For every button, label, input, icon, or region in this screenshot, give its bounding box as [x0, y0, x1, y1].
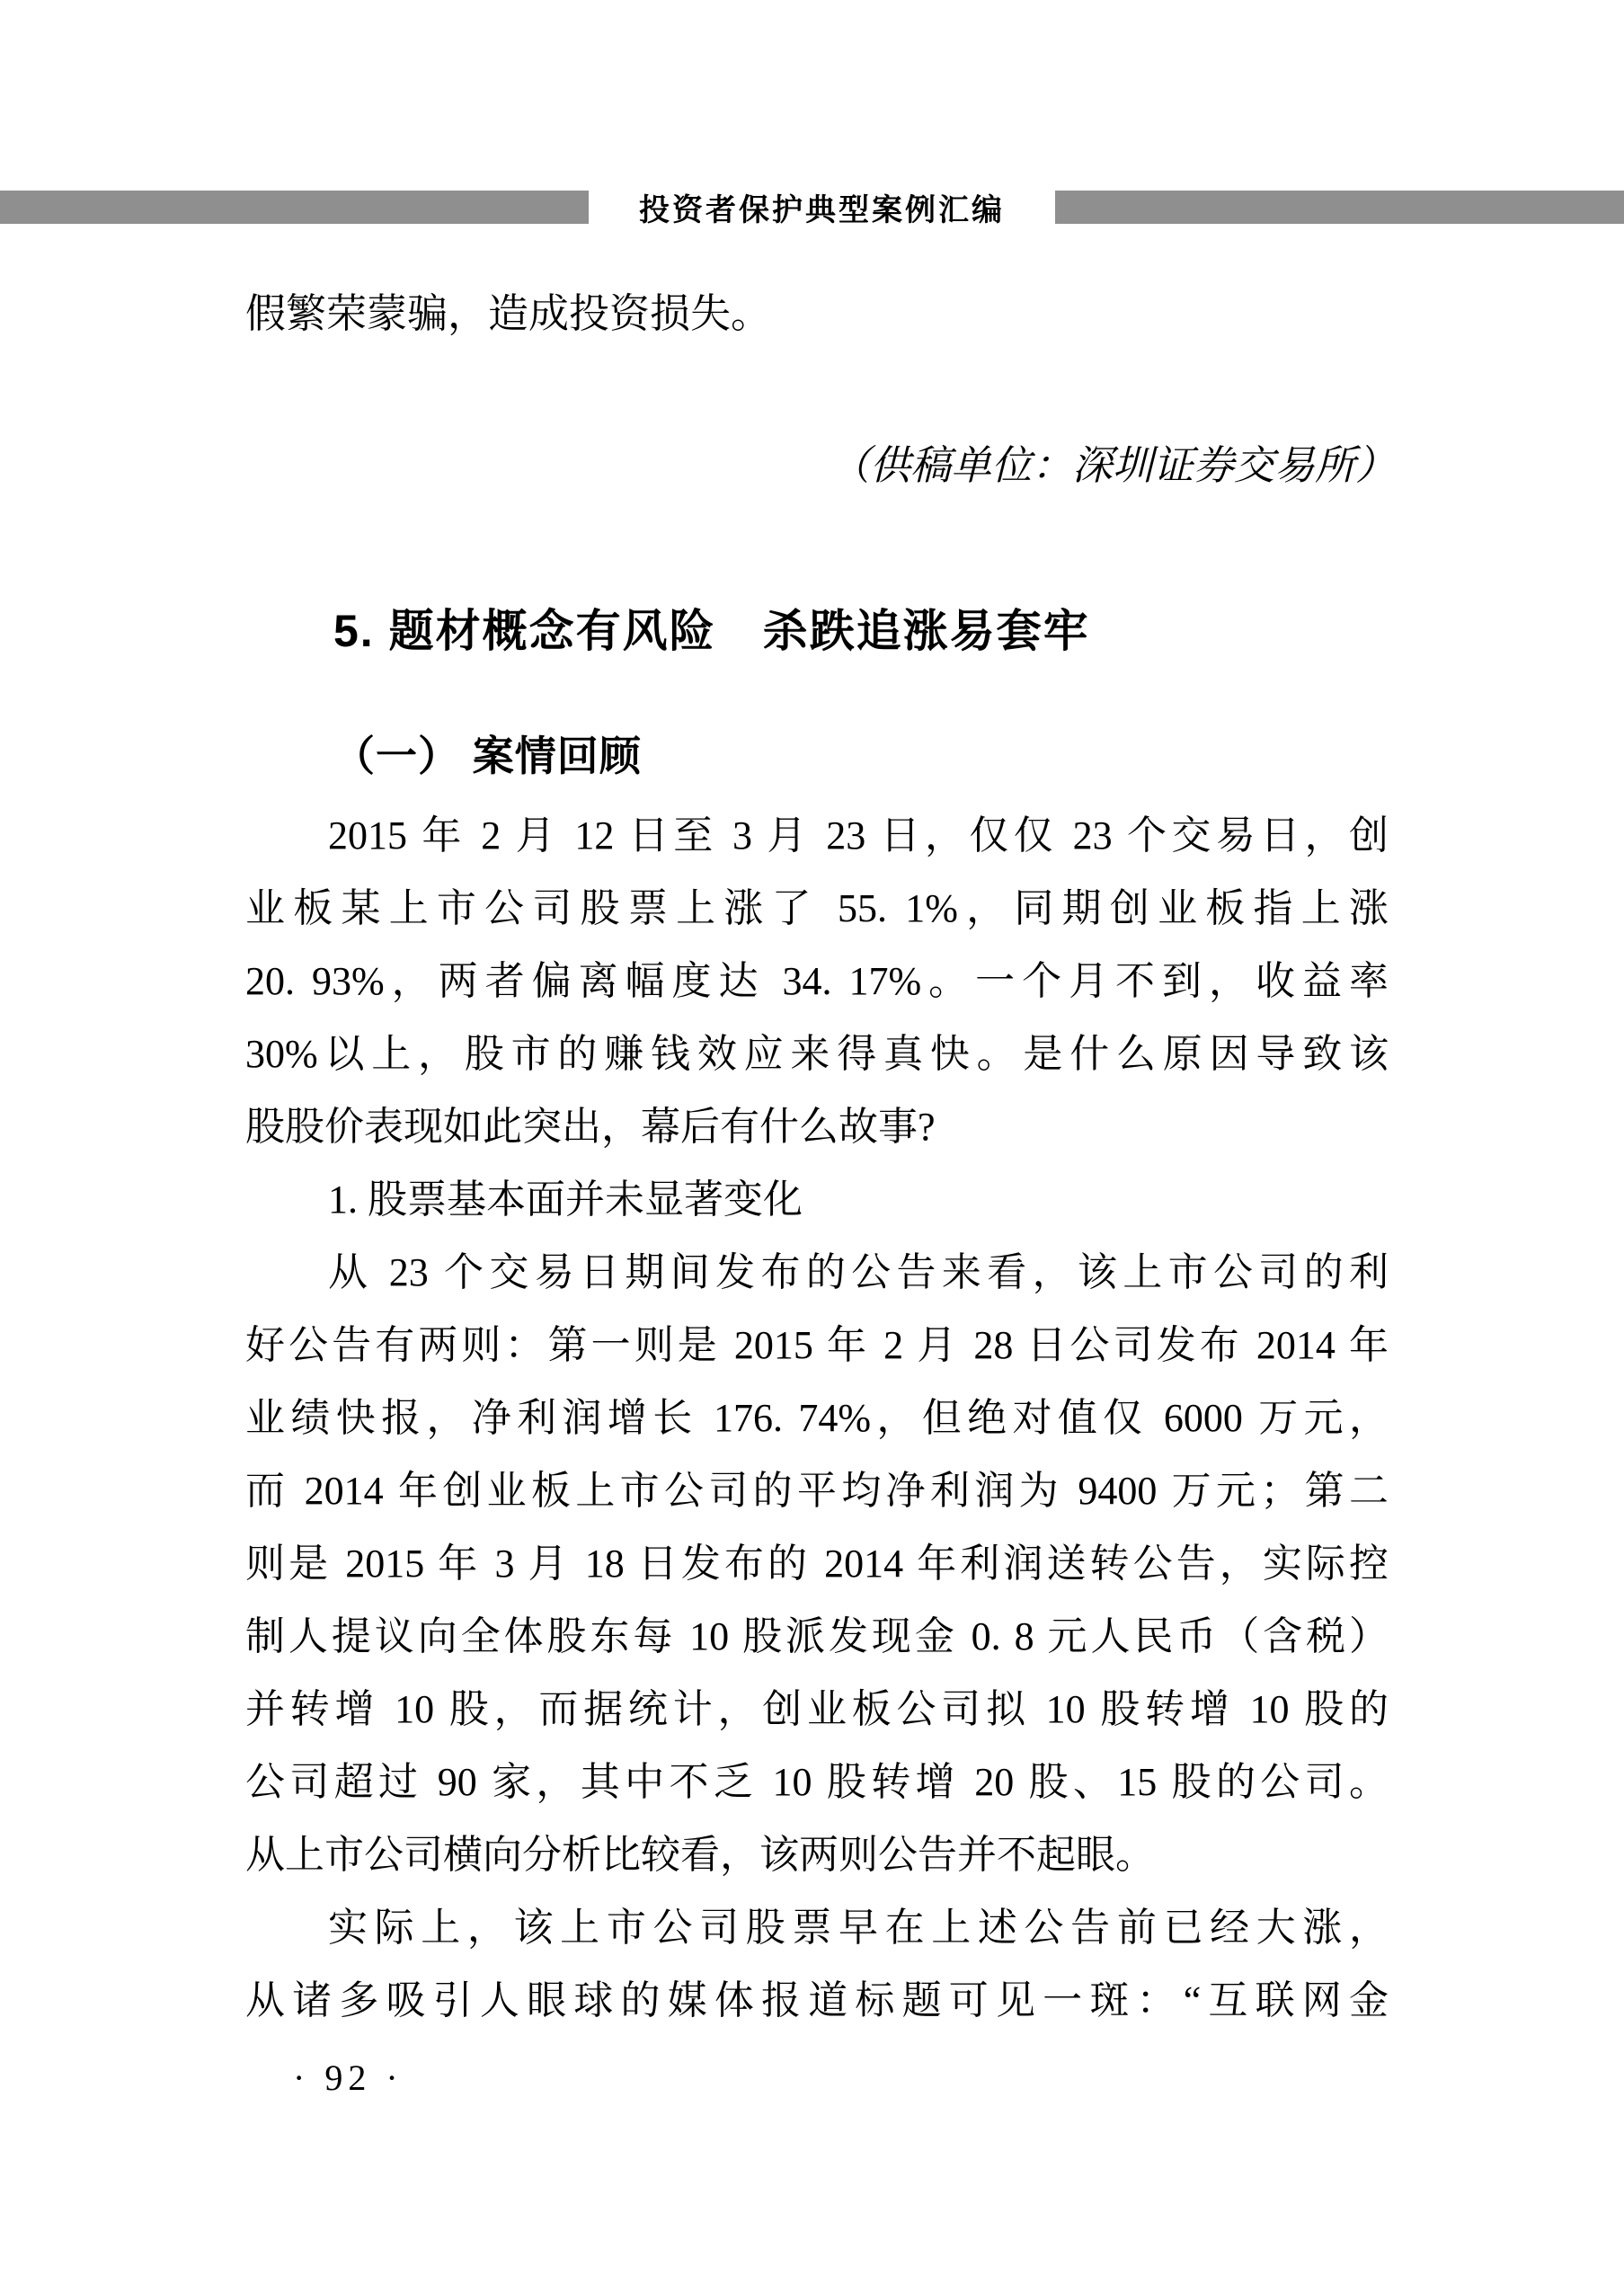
body-line: 2015 年 2 月 12 日至 3 月 23 日，仅仅 23 个交易日，创	[328, 813, 1389, 858]
subsection-heading: （一） 案情回顾	[333, 733, 642, 779]
body-line: 实际上，该上市公司股票早在上述公告前已经大涨，	[328, 1906, 1389, 1950]
page-header	[0, 191, 1624, 227]
paragraph-continuation-line: 假繁荣蒙骗，造成投资损失。	[245, 291, 772, 336]
body-line: 公司超过 90 家，其中不乏 10 股转增 20 股、15 股的公司。	[245, 1760, 1389, 1804]
header-rule-right	[1055, 191, 1624, 224]
section-heading: 5. 题材概念有风险 杀跌追涨易套牢	[333, 606, 1090, 656]
body-line: 股股价表现如此突出，幕后有什么故事?	[245, 1105, 936, 1149]
body-line: 业绩快报，净利润增长 176. 74%，但绝对值仅 6000 万元，	[245, 1396, 1389, 1440]
body-line numbered-subheading: 1. 股票基本面并未显著变化	[328, 1178, 803, 1222]
page-number: · 92 ·	[293, 2057, 404, 2098]
header-rule-left	[0, 191, 589, 224]
body-line: 制人提议向全体股东每 10 股派发现金 0. 8 元人民币（含税）	[245, 1614, 1389, 1658]
body-line: 则是 2015 年 3 月 18 日发布的 2014 年利润送转公告，实际控	[245, 1542, 1389, 1586]
body-line: 好公告有两则：第一则是 2015 年 2 月 28 日公司发布 2014 年	[245, 1323, 1389, 1367]
body-line: 30%以上，股市的赚钱效应来得真快。是什么原因导致该	[245, 1032, 1389, 1076]
body-line: 从 23 个交易日期间发布的公告来看，该上市公司的利	[328, 1250, 1389, 1294]
body-line: 而 2014 年创业板上市公司的平均净利润为 9400 万元；第二	[245, 1469, 1389, 1513]
attribution-line: （供稿单位：深圳证券交易所）	[829, 443, 1396, 488]
running-head-title: 投资者保护典型案例汇编	[639, 192, 1005, 227]
body-line: 从上市公司横向分析比较看，该两则公告并不起眼。	[245, 1833, 1155, 1877]
body-line: 并转增 10 股，而据统计，创业板公司拟 10 股转增 10 股的	[245, 1687, 1389, 1731]
body-line: 20. 93%，两者偏离幅度达 34. 17%。一个月不到，收益率	[245, 959, 1389, 1003]
body-line: 业板某上市公司股票上涨了 55. 1%，同期创业板指上涨	[245, 886, 1389, 930]
body-text-block	[245, 799, 1389, 2037]
body-line: 从诸多吸引人眼球的媒体报道标题可见一斑：“互联网金	[245, 1978, 1389, 2022]
